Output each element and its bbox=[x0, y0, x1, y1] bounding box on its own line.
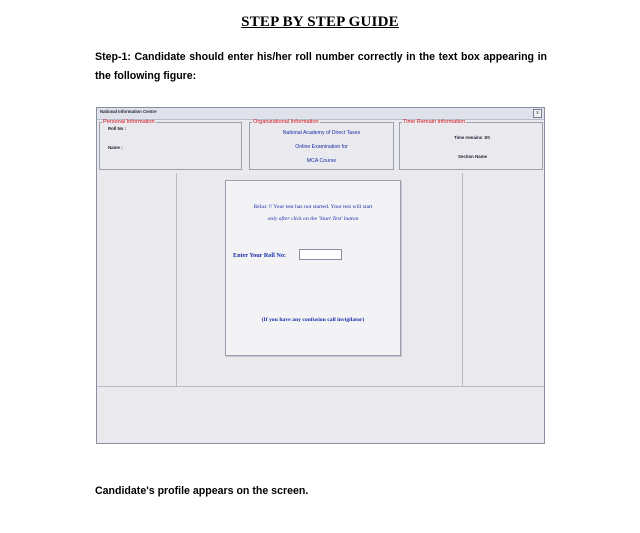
window-title: National Information Centre bbox=[100, 109, 157, 114]
test-not-started-note: Relax !! Your test has not started. Your test will start bbox=[253, 204, 373, 210]
time-remain-panel bbox=[399, 119, 543, 170]
start-test-instruction: only after click on the 'Start Test' button bbox=[267, 216, 359, 222]
roll-number-prompt: Enter Your Roll No: bbox=[233, 252, 286, 259]
roll-entry-panel bbox=[225, 180, 401, 356]
org-name: National Academy of Direct Taxes bbox=[282, 130, 361, 136]
right-column bbox=[462, 173, 544, 386]
section-name-label: Section Name bbox=[458, 154, 488, 159]
time-remain-legend: Time Remain information bbox=[403, 119, 466, 125]
time-remains-value: Time remains :00 bbox=[454, 135, 490, 140]
organizational-information-panel bbox=[249, 119, 394, 170]
window-close-button[interactable]: x bbox=[533, 109, 542, 118]
roll-no-label: Roll No : bbox=[108, 126, 127, 131]
invigilator-note: (If you have any confusion call invigilator) bbox=[261, 317, 365, 323]
bottom-divider bbox=[97, 386, 544, 387]
step-1-instruction: Step-1: Candidate should enter his/her roll number correctly in the text box appearing in the following figure: bbox=[95, 51, 547, 82]
left-column bbox=[97, 173, 177, 386]
profile-note: Candidate's profile appears on the screen. bbox=[95, 485, 309, 497]
exam-window-screenshot bbox=[96, 107, 545, 444]
roll-number-input[interactable] bbox=[299, 249, 342, 260]
name-label: Name : bbox=[108, 145, 123, 150]
personal-information-legend: Personal Information bbox=[103, 119, 155, 125]
organizational-information-legend: Organizational Information bbox=[253, 119, 319, 125]
guide-title: STEP BY STEP GUIDE bbox=[241, 14, 399, 30]
org-course: MCA Course bbox=[306, 158, 337, 164]
org-exam: Online Examination for bbox=[295, 144, 348, 150]
personal-information-panel bbox=[99, 119, 242, 170]
